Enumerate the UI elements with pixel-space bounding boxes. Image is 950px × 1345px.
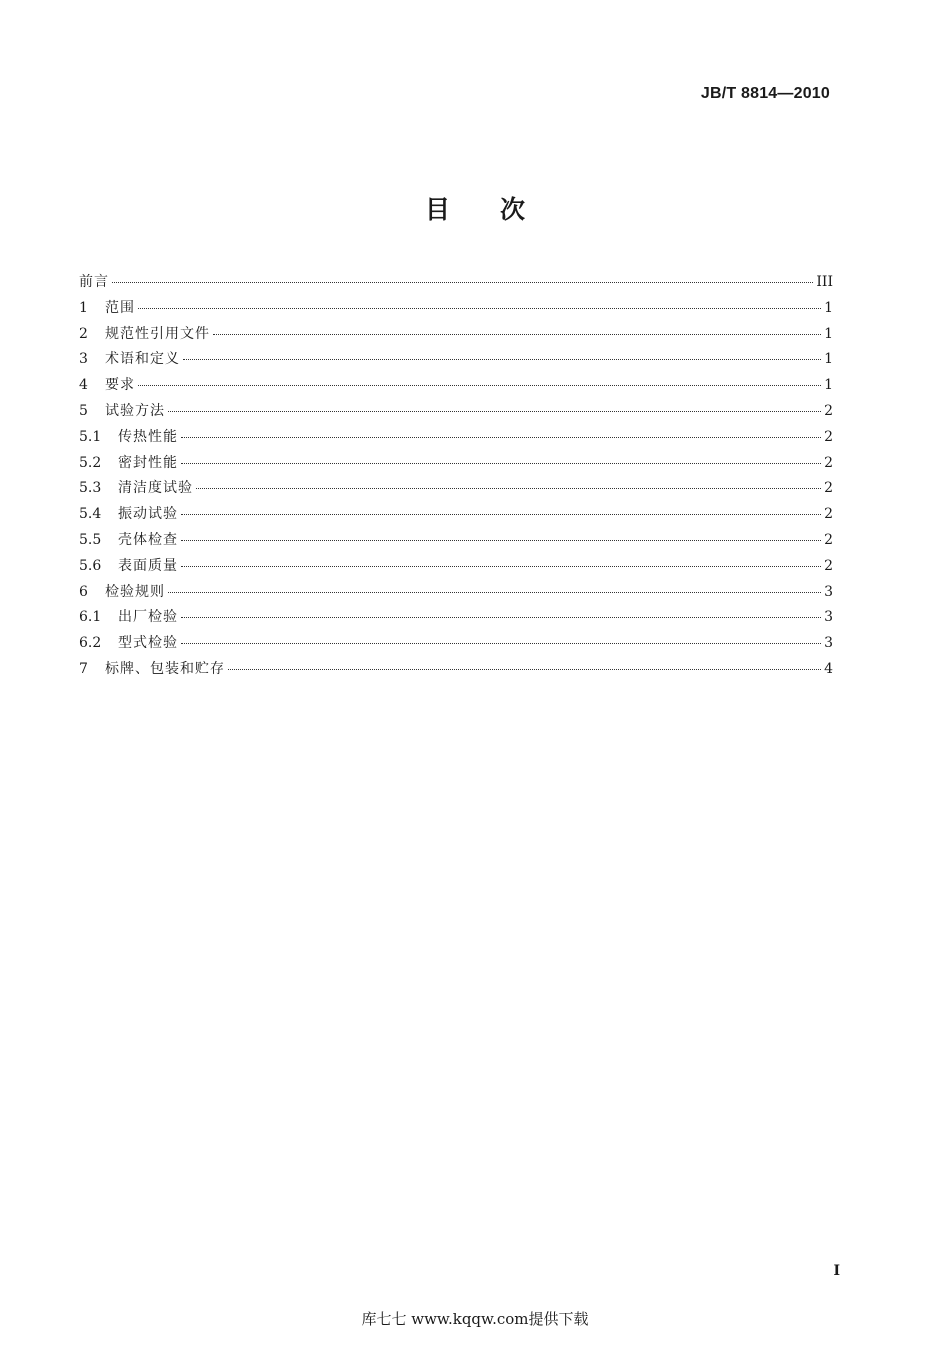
- toc-entry-label: 标牌、包装和贮存: [105, 660, 225, 677]
- toc-entry[interactable]: [79, 400, 833, 426]
- toc-entry[interactable]: [79, 374, 833, 400]
- toc-entry-number: 6.1: [79, 609, 102, 626]
- toc-entry-number: 5.4: [79, 506, 102, 523]
- toc-entry-label: 振动试验: [118, 506, 178, 523]
- download-watermark: 库七七 www.kqqw.com提供下载: [361, 1310, 589, 1328]
- toc-entry-page: 1: [824, 351, 833, 368]
- toc-entry-page: 2: [824, 428, 833, 445]
- toc-entry-page: 3: [824, 635, 833, 652]
- dot-leader: [228, 669, 821, 670]
- toc-entry[interactable]: [79, 658, 833, 684]
- standard-code: JB/T 8814—2010: [700, 85, 830, 102]
- toc-entry-page: 2: [824, 531, 833, 548]
- toc-entry[interactable]: [79, 271, 833, 297]
- toc-entry-number: 1: [79, 299, 88, 316]
- dot-leader: [181, 643, 821, 644]
- toc-entry-label: 传热性能: [118, 428, 178, 445]
- dot-leader: [181, 437, 821, 438]
- toc-entry-number: 5.5: [79, 531, 102, 548]
- dot-leader: [112, 282, 813, 283]
- toc-entry[interactable]: [79, 529, 833, 555]
- toc-entry-label: 前言: [79, 274, 109, 290]
- toc-entry-page: 1: [824, 299, 833, 316]
- toc-entry-label: 表面质量: [118, 557, 178, 574]
- toc-entry[interactable]: [79, 606, 833, 632]
- toc-entry-label: 壳体检查: [118, 531, 178, 548]
- toc-entry[interactable]: [79, 323, 833, 349]
- toc-entry-label: 要求: [105, 377, 135, 394]
- dot-leader: [168, 411, 821, 412]
- page-number: I: [833, 1263, 840, 1279]
- dot-leader: [183, 359, 821, 360]
- toc-entry-page: 2: [824, 480, 833, 497]
- toc-entry-number: 4: [79, 377, 88, 394]
- toc-entry[interactable]: [79, 477, 833, 503]
- table-of-contents: [79, 271, 833, 684]
- toc-entry-page: 1: [824, 325, 833, 342]
- toc-entry-page: 3: [824, 609, 833, 626]
- toc-entry-label: 密封性能: [118, 454, 178, 471]
- toc-entry-page: 2: [824, 557, 833, 574]
- toc-entry-number: 6.2: [79, 635, 102, 652]
- dot-leader: [168, 592, 821, 593]
- toc-entry-number: 5: [79, 402, 88, 419]
- dot-leader: [196, 488, 821, 489]
- toc-entry-page: 1: [824, 377, 833, 394]
- toc-entry-page: 3: [824, 583, 833, 600]
- toc-entry-number: 5.1: [79, 428, 102, 445]
- toc-entry-label: 清洁度试验: [118, 480, 193, 497]
- dot-leader: [181, 617, 821, 618]
- toc-entry-number: 2: [79, 325, 88, 342]
- dot-leader: [181, 566, 821, 567]
- dot-leader: [138, 308, 821, 309]
- toc-entry-number: 6: [79, 583, 88, 600]
- toc-entry-number: 7: [79, 660, 88, 677]
- dot-leader: [181, 540, 821, 541]
- toc-entry-page: 2: [824, 454, 833, 471]
- toc-entry-label: 型式检验: [118, 635, 178, 652]
- toc-entry[interactable]: [79, 452, 833, 478]
- toc-entry-number: 5.3: [79, 480, 102, 497]
- toc-entry[interactable]: [79, 632, 833, 658]
- toc-entry-label: 检验规则: [105, 583, 165, 600]
- toc-entry-page: III: [816, 274, 833, 290]
- toc-entry-page: 4: [824, 660, 833, 677]
- dot-leader: [213, 334, 821, 335]
- toc-entry[interactable]: [79, 426, 833, 452]
- dot-leader: [181, 463, 821, 464]
- toc-entry[interactable]: [79, 581, 833, 607]
- toc-entry-label: 出厂检验: [118, 609, 178, 626]
- toc-entry-number: 3: [79, 351, 88, 368]
- toc-entry-number: 5.2: [79, 454, 102, 471]
- toc-entry-page: 2: [824, 402, 833, 419]
- toc-entry-label: 范围: [105, 299, 135, 316]
- toc-entry-page: 2: [824, 506, 833, 523]
- toc-entry-label: 试验方法: [105, 402, 165, 419]
- toc-entry[interactable]: [79, 297, 833, 323]
- toc-entry[interactable]: [79, 503, 833, 529]
- toc-entry-label: 术语和定义: [105, 351, 180, 368]
- toc-entry[interactable]: [79, 348, 833, 374]
- dot-leader: [181, 514, 821, 515]
- toc-entry[interactable]: [79, 555, 833, 581]
- toc-entry-label: 规范性引用文件: [105, 325, 210, 342]
- toc-entry-number: 5.6: [79, 557, 102, 574]
- dot-leader: [138, 385, 821, 386]
- page-title: 目次: [424, 195, 575, 224]
